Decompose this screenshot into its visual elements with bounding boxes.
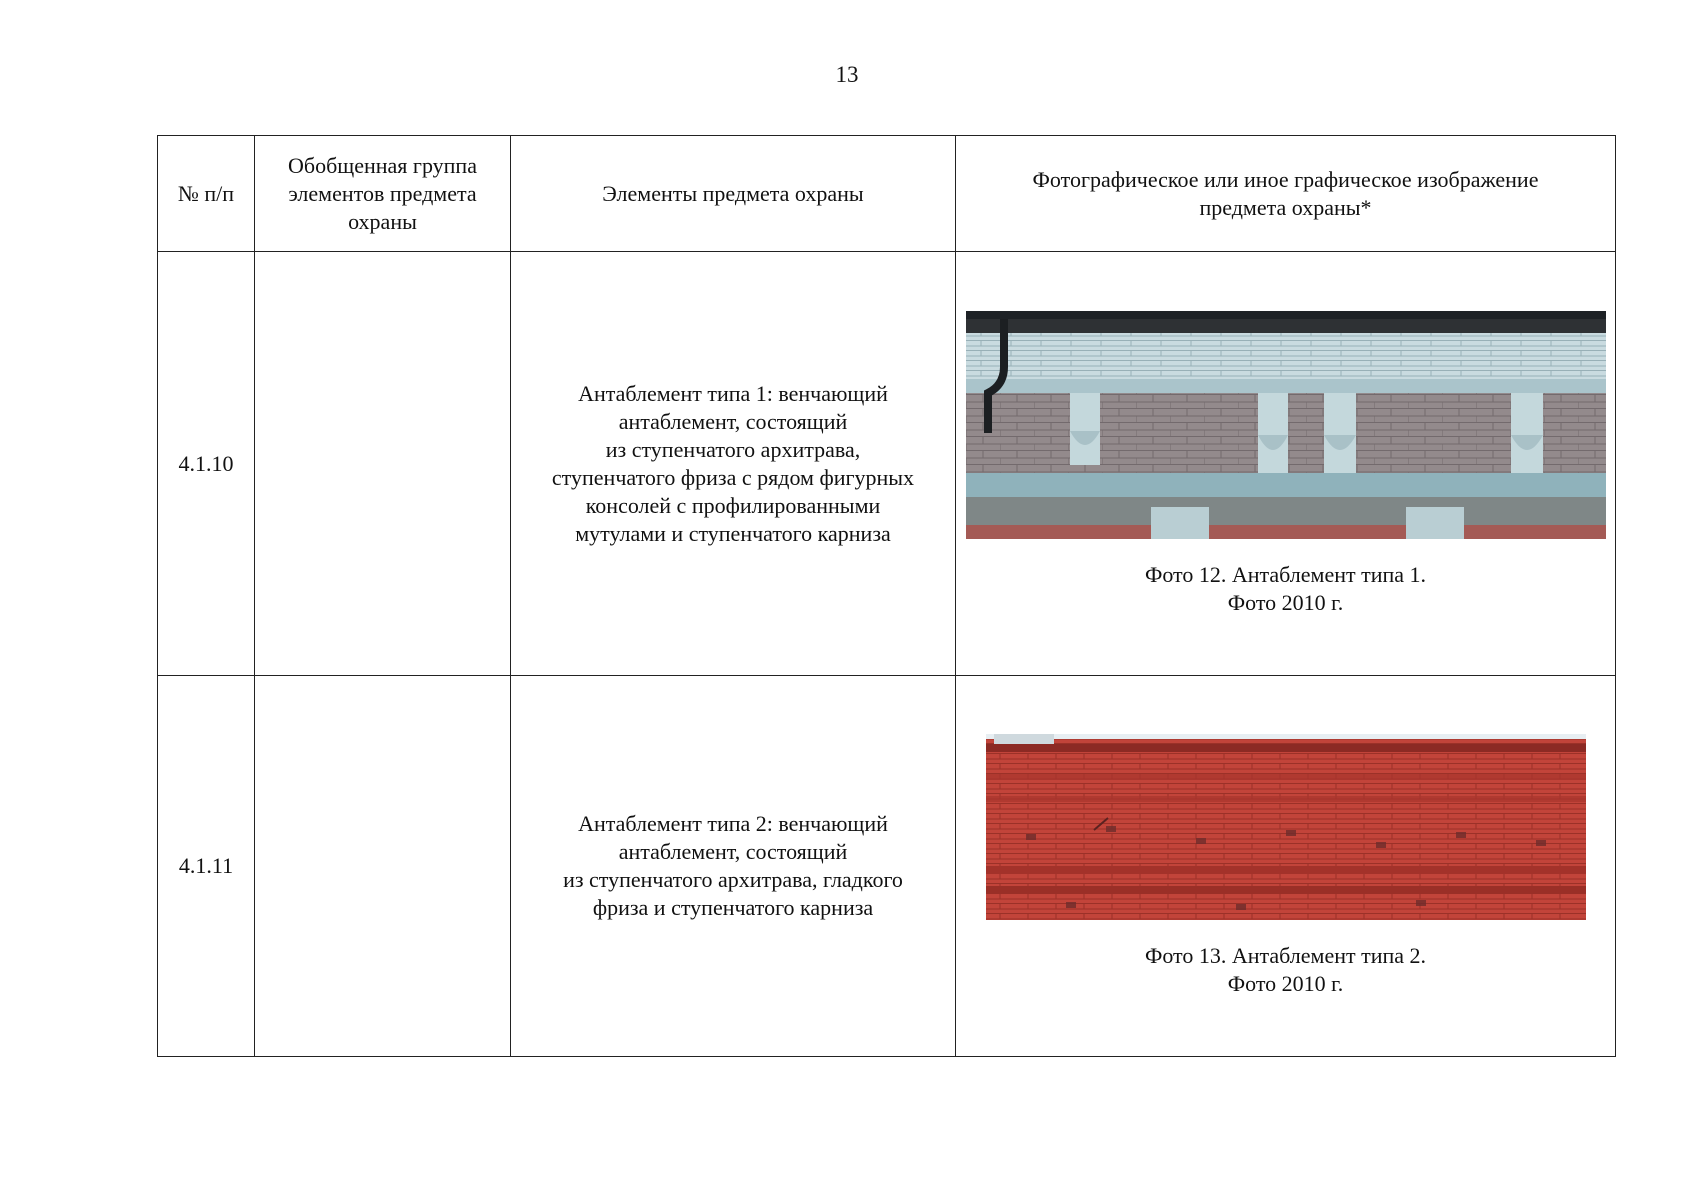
header-photo-line: предмета охраны* bbox=[1199, 194, 1372, 220]
page-number: 13 bbox=[835, 62, 859, 87]
header-number: № п/п bbox=[158, 136, 255, 252]
elements-line: фриза и ступенчатого карниза bbox=[592, 895, 874, 920]
photo-caption-line: Фото 2010 г. bbox=[1227, 589, 1344, 615]
row-elements bbox=[511, 676, 956, 1057]
row-group bbox=[255, 252, 511, 676]
elements-line: Антаблемент типа 2: венчающий bbox=[578, 811, 888, 836]
elements-line: консолей с профилированными bbox=[585, 492, 881, 518]
row-photo bbox=[956, 252, 1616, 676]
header-photo-line: Фотографическое или иное графическое изображение bbox=[1032, 166, 1539, 192]
elements-line: ступенчатого фриза с рядом фигурных bbox=[551, 464, 915, 490]
entablature-type-1-photo bbox=[966, 311, 1606, 539]
table-row bbox=[158, 676, 1616, 1057]
table-row bbox=[158, 252, 1616, 676]
photo-caption-line: Фото 12. Антаблемент типа 1. bbox=[1144, 561, 1427, 587]
elements-line: мутулами и ступенчатого карниза bbox=[575, 520, 891, 546]
header-group bbox=[255, 136, 511, 252]
photo-caption-line: Фото 2010 г. bbox=[1227, 971, 1344, 996]
row-number: 4.1.10 bbox=[158, 252, 255, 676]
protection-elements-table bbox=[157, 135, 1616, 1057]
elements-line: Антаблемент типа 1: венчающий bbox=[578, 380, 888, 406]
entablature-type-2-photo bbox=[986, 734, 1586, 920]
photo-caption bbox=[964, 561, 1607, 617]
header-elements: Элементы предмета охраны bbox=[511, 136, 956, 252]
row-photo bbox=[956, 676, 1616, 1057]
table-header-row bbox=[158, 136, 1616, 252]
header-group-line: Обобщенная группа bbox=[288, 152, 477, 178]
row-group bbox=[255, 676, 511, 1057]
elements-line: антаблемент, состоящий bbox=[618, 839, 848, 864]
photo-caption bbox=[964, 942, 1607, 998]
header-group-line: охраны bbox=[348, 208, 417, 234]
photo-caption-line: Фото 13. Антаблемент типа 2. bbox=[1144, 943, 1427, 968]
elements-line: из ступенчатого архитрава, bbox=[605, 436, 861, 462]
header-photo bbox=[956, 136, 1616, 252]
row-elements bbox=[511, 252, 956, 676]
elements-line: из ступенчатого архитрава, гладкого bbox=[563, 867, 903, 892]
elements-line: антаблемент, состоящий bbox=[618, 408, 848, 434]
header-group-line: элементов предмета bbox=[288, 180, 477, 206]
row-number: 4.1.11 bbox=[158, 676, 255, 1057]
